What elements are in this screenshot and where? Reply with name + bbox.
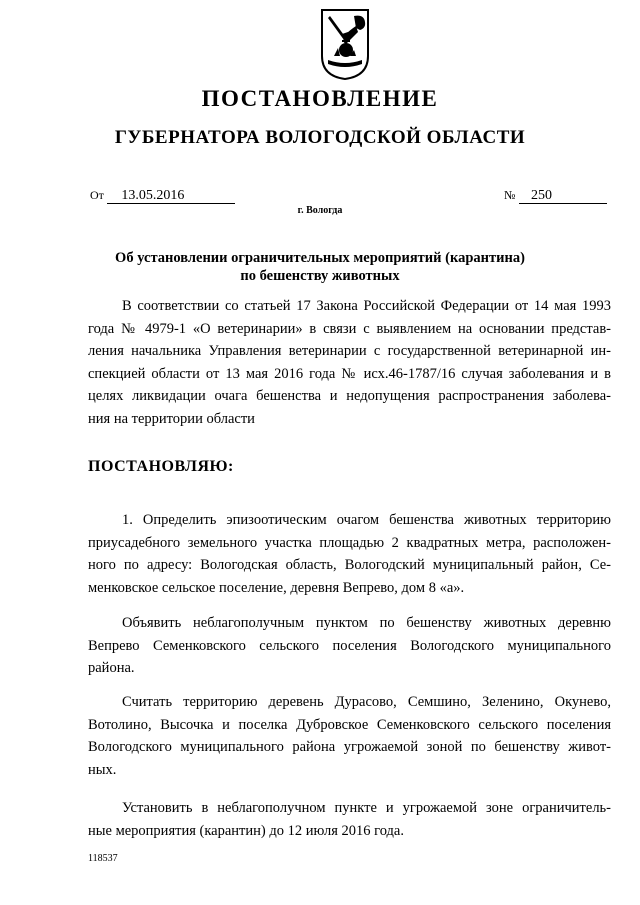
document-issuer: ГУБЕРНАТОРА ВОЛОГОДСКОЙ ОБЛАСТИ (114, 127, 526, 148)
affected-point-paragraph (88, 612, 611, 680)
date-value: 13.05.2016 (107, 188, 235, 204)
date-prefix: От (90, 188, 104, 202)
number-prefix: № (504, 188, 516, 202)
item-1-paragraph (88, 509, 611, 599)
text-line: ного по адресу: Вологодская область, Вологодский муниципальный район, Се- (88, 557, 611, 573)
document-city: г. Вологда (297, 205, 343, 216)
subject-line: по бешенству животных (240, 268, 400, 284)
text-line: ные мероприятия (карантин) до 12 июля 2016 года. (88, 822, 404, 839)
text-line: Вологодского муниципального района угрожаемой зоной по бешенству живот- (88, 739, 611, 755)
text-line: менковское сельское поселение, деревня Вепрево, дом 8 «а». (88, 579, 465, 596)
text-line: Вотолино, Высочка и поселка Дубровское Семенковского сельского поселения (88, 716, 611, 733)
resolve-heading: ПОСТАНОВЛЯЮ: (88, 458, 234, 475)
quarantine-paragraph (88, 797, 611, 842)
document-date (90, 188, 235, 204)
text-line: года № 4979-1 «О ветеринарии» в связи с выявлением на основании представ- (88, 320, 611, 337)
text-line: целях ликвидации очага бешенства и недопущения распространения заболева- (88, 388, 611, 404)
text-line: района. (88, 660, 135, 676)
text-line: приусадебного земельного участка площадью 2 квадратных метра, расположен- (88, 534, 611, 551)
threatened-zone-paragraph (88, 691, 611, 781)
preamble-paragraph (88, 295, 611, 430)
text-line: 1. Определить эпизоотическим очагом бешенства животных территорию (122, 512, 611, 528)
subject-line: Об установлении ограничительных мероприятий (карантина) (115, 250, 525, 266)
text-line: В соответствии со статьей 17 Закона Российской Федерации от 14 мая 1993 (122, 298, 611, 314)
text-line: спекцией области от 13 мая 2016 года № исх.46-1787/16 случая заболевания и в (88, 365, 611, 382)
text-line: ных. (88, 761, 117, 778)
text-line: Объявить неблагополучным пунктом по бешенству животных деревню (122, 615, 611, 631)
coat-of-arms-icon (320, 8, 370, 80)
text-line: ния на территории области (88, 410, 255, 427)
number-value: 250 (519, 188, 607, 204)
text-line: Установить в неблагополучном пункте и угрожаемой зоне ограничитель- (122, 800, 611, 816)
document-title: ПОСТАНОВЛЕНИЕ (201, 86, 439, 111)
text-line: Вепрево Семенковского сельского поселения Вологодского муниципального (88, 637, 611, 654)
text-line: ления начальника Управления ветеринарии с государственной ветеринарной ин- (88, 343, 611, 359)
document-number (504, 188, 607, 204)
document-subject (90, 249, 550, 285)
text-line: Считать территорию деревень Дурасово, Семшино, Зеленино, Окунево, (122, 694, 611, 710)
footer-code: 118537 (88, 853, 118, 864)
